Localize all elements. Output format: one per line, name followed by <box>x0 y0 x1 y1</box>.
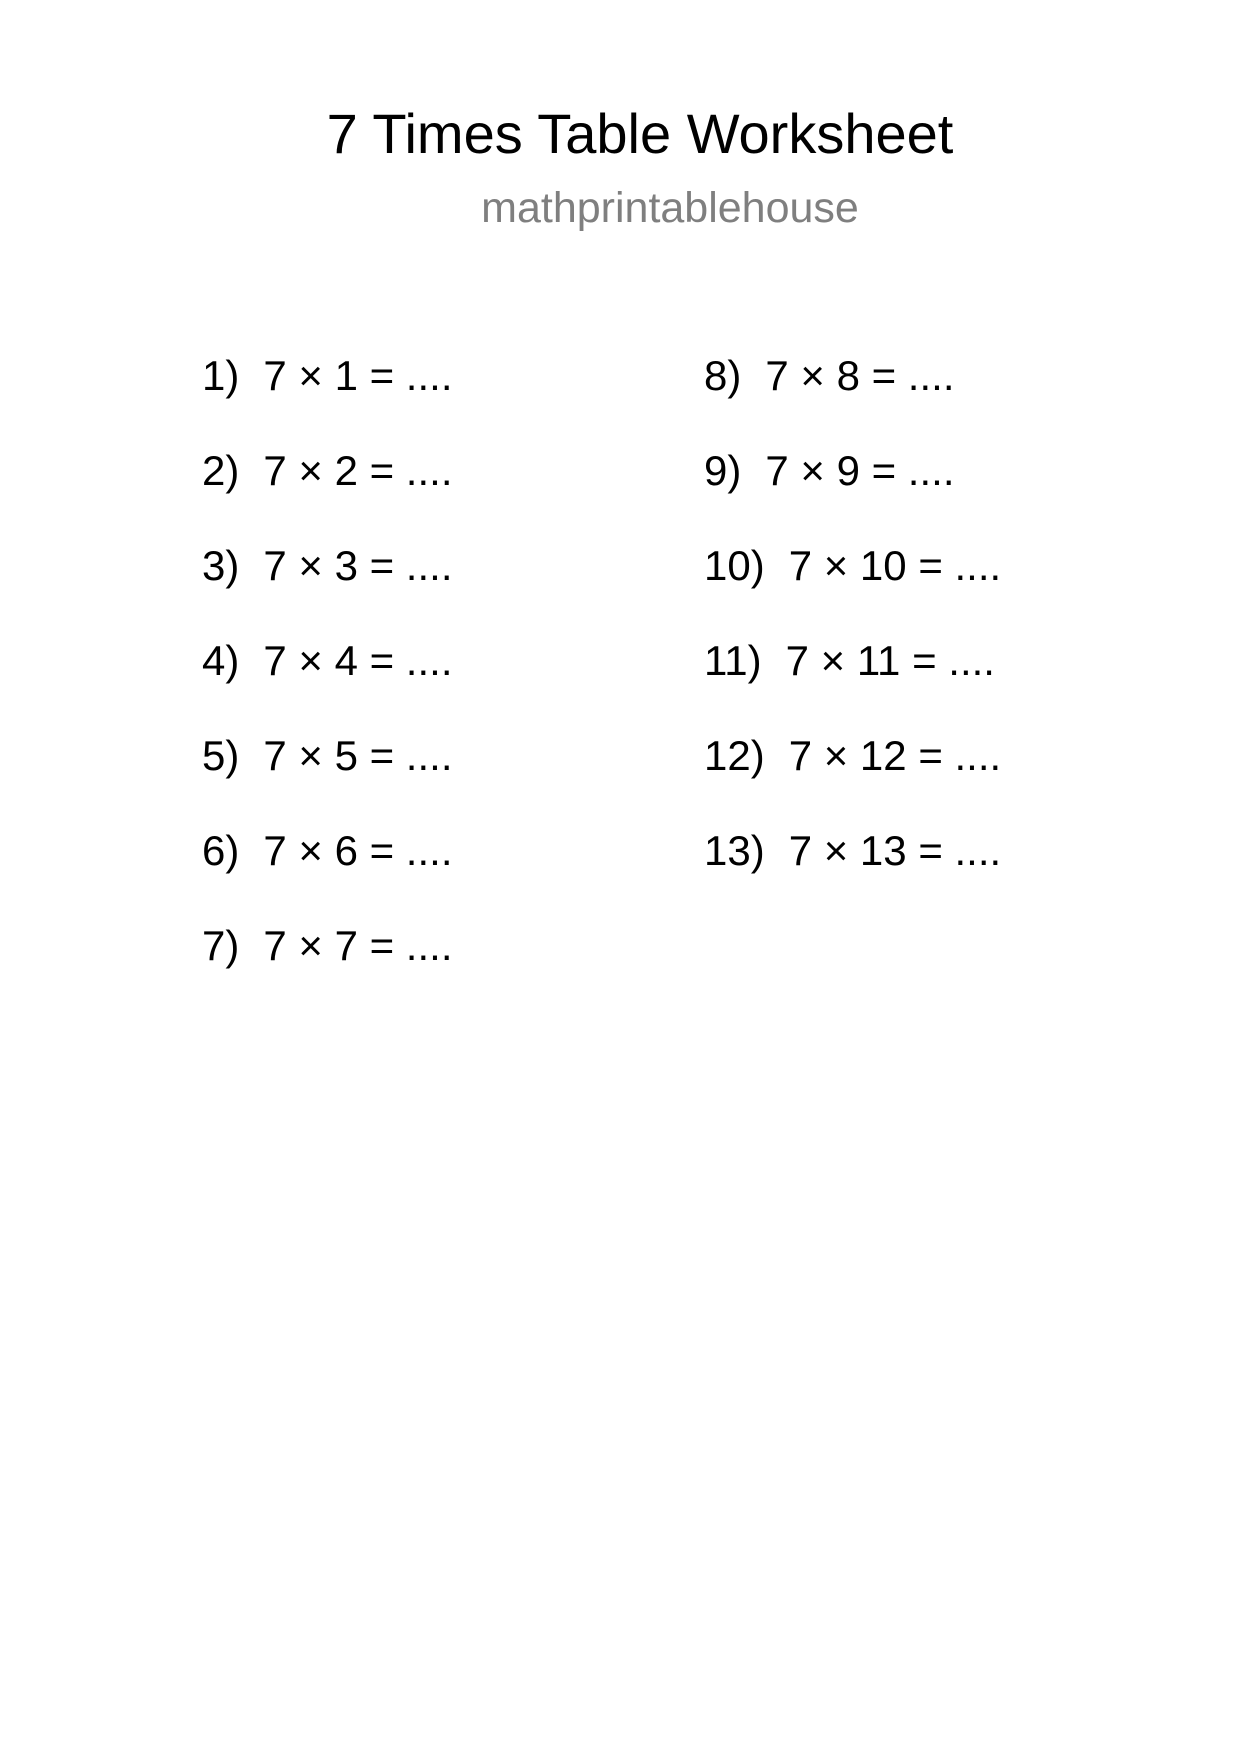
problem-item <box>202 447 622 542</box>
problem-item <box>704 732 1124 827</box>
problem-item <box>704 637 1124 732</box>
problem-expression: 7 × 6 = .... <box>263 827 453 874</box>
problem-item <box>202 542 622 637</box>
problem-expression: 7 × 7 = .... <box>263 922 453 969</box>
problem-number: 3) <box>202 542 240 589</box>
worksheet-title: 7 Times Table Worksheet <box>326 102 954 165</box>
problem-number: 6) <box>202 827 240 874</box>
problem-number: 9) <box>704 447 742 494</box>
problem-number: 7) <box>202 922 240 969</box>
problem-expression: 7 × 9 = .... <box>765 447 955 494</box>
problem-number: 12) <box>704 732 765 779</box>
problem-item <box>202 732 622 827</box>
problem-number: 5) <box>202 732 240 779</box>
problem-item <box>202 922 622 1017</box>
problem-expression: 7 × 4 = .... <box>263 637 453 684</box>
problems-column-left <box>202 352 622 1017</box>
problem-number: 4) <box>202 637 240 684</box>
problem-expression: 7 × 2 = .... <box>263 447 453 494</box>
problem-item <box>202 352 622 447</box>
problem-number: 8) <box>704 352 742 399</box>
problem-number: 11) <box>704 637 762 684</box>
problem-number: 10) <box>704 542 765 589</box>
problem-expression: 7 × 10 = .... <box>788 542 1002 589</box>
problem-expression: 7 × 1 = .... <box>263 352 453 399</box>
problem-item <box>202 827 622 922</box>
problem-item <box>704 352 1124 447</box>
problem-number: 13) <box>704 827 765 874</box>
problems-column-right <box>704 352 1124 922</box>
problem-expression: 7 × 8 = .... <box>765 352 955 399</box>
problem-item <box>202 637 622 732</box>
problem-number: 2) <box>202 447 240 494</box>
problem-item <box>704 827 1124 922</box>
problem-expression: 7 × 3 = .... <box>263 542 453 589</box>
problem-expression: 7 × 11 = .... <box>785 637 995 684</box>
worksheet-subtitle: mathprintablehouse <box>481 184 859 232</box>
problem-expression: 7 × 12 = .... <box>788 732 1002 779</box>
problem-item <box>704 447 1124 542</box>
problem-expression: 7 × 5 = .... <box>263 732 453 779</box>
problem-item <box>704 542 1124 637</box>
problem-number: 1) <box>202 352 240 399</box>
problem-expression: 7 × 13 = .... <box>788 827 1002 874</box>
